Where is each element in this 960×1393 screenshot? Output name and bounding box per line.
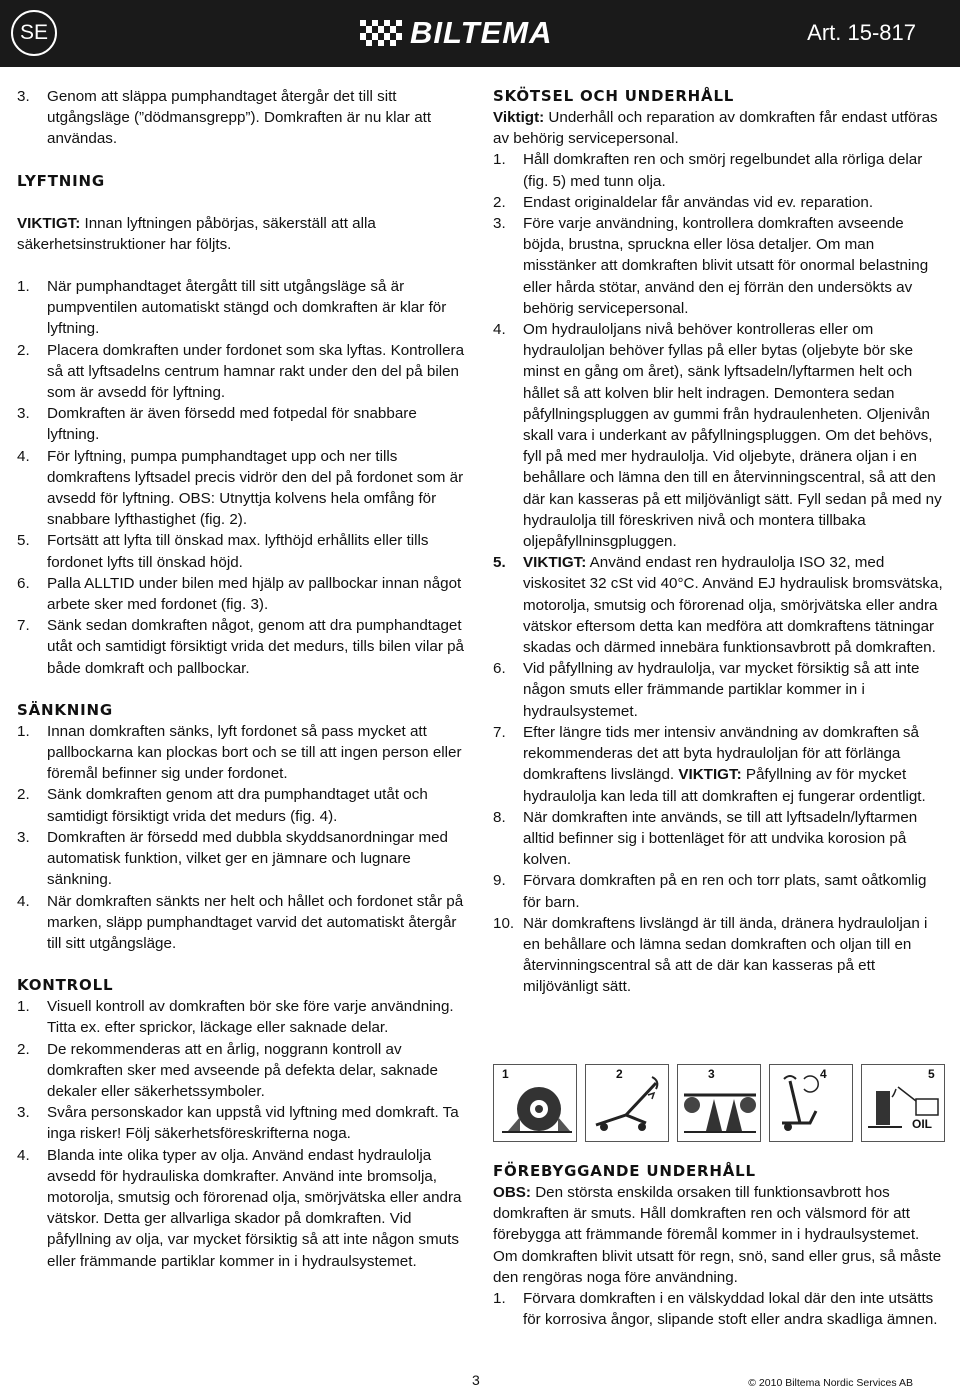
- list-item: 9. Förvara domkraften på en ren och torr plats, samt oåtkomlig för barn.: [493, 872, 927, 911]
- preventive-section: [493, 1161, 945, 1330]
- list-item: 4. Blanda inte olika typer av olja. Använd endast hydraulolja avsedd för hydrauliska domkrafter. Använd inte bromsolja, motorolja, smutsig och förorenad olja, smörjvätska eller andra vätskor. Detta ger allvarliga skador på domkraften. Vid påfyllning av olja, var mycket försiktig så att inte någon smuts eller främmande partiklar kommer in i hydraulsystemet.: [17, 1146, 462, 1270]
- section-heading-forebyggande: FÖREBYGGANDE UNDERHÅLL: [493, 1162, 756, 1180]
- list-item: 3. Svåra personskador kan uppstå vid lyftning med domkraft. Ta inga risker! Följ säkerhetsföreskrifterna noga.: [17, 1104, 459, 1143]
- oil-label: OIL: [912, 1117, 932, 1131]
- list-item: 7. Efter längre tids mer intensiv användning av domkraften så rekommenderas det att byta hydrauloljan för att förlänga domkraftens livslängd. VIKTIGT: Påfyllning av för mycket hydraulolja kan leda till att domkraften ej fungerar ordentligt.: [493, 723, 926, 805]
- list-item: 2. De rekommenderas att en årlig, noggrann kontroll av domkraften sker med avseende på defekta delar, saknade dekaler eller säkerhetssymboler.: [17, 1040, 438, 1100]
- logo-wordmark: BILTEMA: [410, 15, 553, 50]
- list-item: 1. Visuell kontroll av domkraften bör ske före varje användning. Titta ex. efter sprickor, läckage eller saknade delar.: [17, 998, 454, 1037]
- list-item: 1. Förvara domkraften i en välskyddad lokal där den inte utsätts för korrosiva ångor, slipande stoft eller andra skadliga ämnen.: [493, 1290, 938, 1329]
- list-item: 3. Domkraften är även försedd med fotpedal för snabbare lyftning.: [17, 405, 417, 444]
- figure-strip: [493, 1064, 945, 1144]
- list-item: 1. När pumphandtaget återgått till sitt utgångsläge så är pumpventilen automatiskt stängd och domkraften är klar för lyftning.: [17, 278, 447, 338]
- figure-1: 1: [493, 1064, 577, 1142]
- wheel-chock-illustration: [494, 1065, 578, 1143]
- important-note: VIKTIGT: Innan lyftningen påbörjas, säkerställ att alla säkerhetsinstruktioner har följts.: [17, 214, 376, 253]
- brand-logo: [360, 15, 553, 50]
- figure-3: 3: [677, 1064, 761, 1142]
- article-number: Art. 15-817: [807, 20, 916, 45]
- release-valve-illustration: [770, 1065, 854, 1143]
- lyftning-list: [17, 276, 465, 679]
- section-heading-sankning: SÄNKNING: [17, 700, 113, 719]
- obs-note: OBS: Den största enskilda orsaken till funktionsavbrott hos domkraften är smuts. Håll domkraften ren och välsmord för att förebygga att främmande föremål kommer in i hydraulsystemet. Om domkraften blivit utsatt för regn, snö, sand eller grus, så måste den rengöras noga före användning.: [493, 1184, 942, 1286]
- list-item: 7. Sänk sedan domkraften något, genom att dra pumphandtaget utåt och samtidigt försiktigt vrida det medurs, tills bilen vilar på både domkraft och pallbockar.: [17, 617, 464, 677]
- figure-2: 2: [585, 1064, 669, 1142]
- list-item: 1. Innan domkraften sänks, lyft fordonet så pass mycket att pallbockarna kan plockas bort och se till att ingen person eller föremål befinner sig under fordonet.: [17, 722, 462, 783]
- section-heading-skotsel: SKÖTSEL OCH UNDERHÅLL: [493, 87, 735, 105]
- list-item: 8. När domkraften inte används, se till att lyftsadeln/lyftarmen alltid befinner sig i bottenläget för att undvika korosion på kolven.: [493, 808, 918, 869]
- important-note: Viktigt: Underhåll och reparation av domkraften får endast utföras av behörig servicepersonal.: [493, 109, 938, 148]
- list-item: 5. VIKTIGT: Använd endast ren hydraulolja ISO 32, med viskositet 32 cSt vid 40°C. Använd EJ hydraulisk bromsvätska, motorolja, smutsig och förorenad olja, smörjvätska eller andra vätskor eftersom detta kan medföra att domkraftens tätningar skadas och därmed innebära funktionsavbrott på domkraften.: [493, 554, 943, 657]
- list-item: 2. Endast originaldelar får användas vid ev. reparation.: [493, 193, 874, 211]
- list-item: 3. Före varje användning, kontrollera domkraften avseende böjda, brustna, spruckna eller lösa detaljer. Om man misstänker att domkraften blivit utsatt för onormal belastning eller hårda stötar, använd den ej förrän den undersökts av behörig servicepersonal.: [493, 215, 929, 317]
- sankning-list: [17, 721, 465, 954]
- figure-4: 4: [769, 1064, 853, 1142]
- list-item: 5. Fortsätt att lyfta till önskad max. lyfthöjd erhållits eller tills fordonet lyfts till önskad höjd.: [17, 532, 429, 571]
- list-item: 6. Palla ALLTID under bilen med hjälp av pallbockar innan något arbete sker med fordonet (fig. 3).: [17, 574, 462, 614]
- list-item: 4. När domkraften sänkts ner helt och hållet och fordonet står på marken, släpp pumphandtaget varvid det automatiskt återgår till sitt utgångsläge.: [17, 892, 464, 952]
- list-item: 3. Genom att släppa pumphandtaget återgår det till sitt utgångsläge (”dödmansgrepp”). Domkraften är nu klar att användas.: [17, 88, 432, 148]
- right-column: [493, 86, 945, 998]
- kontroll-list: [17, 996, 465, 1272]
- copyright-notice: © 2010 Biltema Nordic Services AB: [748, 1377, 913, 1389]
- skotsel-list: [493, 149, 945, 997]
- list-item: 2. Placera domkraften under fordonet som ska lyftas. Kontrollera så att lyftsadelns centrum hamnar rakt under den del på bilen som är avsedd för lyftning.: [17, 341, 465, 402]
- list-item: 6. Vid påfyllning av hydraulolja, var mycket försiktig så att inte någon smuts eller främmande partiklar kommer in i hydraulsystemet.: [493, 660, 920, 720]
- oil-can-illustration: [862, 1065, 946, 1143]
- pump-handle-illustration: [586, 1065, 670, 1143]
- list-item: 10. När domkraftens livslängd är till ända, dränera hydrauloljan i en behållare och lämna sedan domkraften och oljan till en återvinningscentral så att de där kan kasseras på ett miljövänligt sätt.: [493, 914, 928, 996]
- list-item: 1. Håll domkraften ren och smörj regelbundet alla rörliga delar (fig. 5) med tunn olja.: [493, 151, 923, 190]
- section-heading-lyftning: LYFTNING: [17, 171, 105, 190]
- list-item: 2. Sänk domkraften genom att dra pumphandtaget utåt och samtidigt försiktigt vrida det medurs (fig. 4).: [17, 786, 428, 825]
- page-number: 3: [472, 1372, 480, 1388]
- list-item: 4. Om hydrauloljans nivå behöver kontrolleras eller om hydrauloljan behöver fyllas på eller bytas (oljebyte bör ske minst en gång om året), sänk lyftsadeln/lyftarmen helt och hållet så att kolven blir helt indragen. Demontera sedan påfyllningspluggen av gummi från hydraulenheten. Oljenivån skall vara i underkant av påfyllningspluggen. Om det behövs, fyll på med mer hydraulolja. Vid oljebyte, dränera oljan i en behållare och lämna den till en återvinningscentral, så att den där kan kasseras på ett miljövänligt sätt. Fyll sedan på med ny hydraulolja till föreskriven nivå och montera tillbaka oljepåfyllninsgpluggen.: [493, 321, 942, 551]
- list-item: 3. Domkraften är försedd med dubbla skyddsanordningar med automatisk funktion, vilket ger en jämnare och lugnare sänkning.: [17, 828, 449, 889]
- language-badge: SE: [11, 10, 57, 56]
- page-header: [0, 0, 960, 67]
- left-column: [17, 86, 465, 1272]
- section-heading-kontroll: KONTROLL: [17, 976, 114, 995]
- figure-5: 5 OIL: [861, 1064, 945, 1142]
- list-item: 4. För lyftning, pumpa pumphandtaget upp och ner tills domkraftens lyftsadel precis vidrör den del på fordonet som är avsedd för lyftning. OBS: Utnyttja kolvens hela omfång för snabbare lyfthastighet (fig. 2).: [17, 447, 464, 529]
- jack-stands-illustration: [678, 1065, 762, 1143]
- checkered-flag-icon: [360, 20, 402, 46]
